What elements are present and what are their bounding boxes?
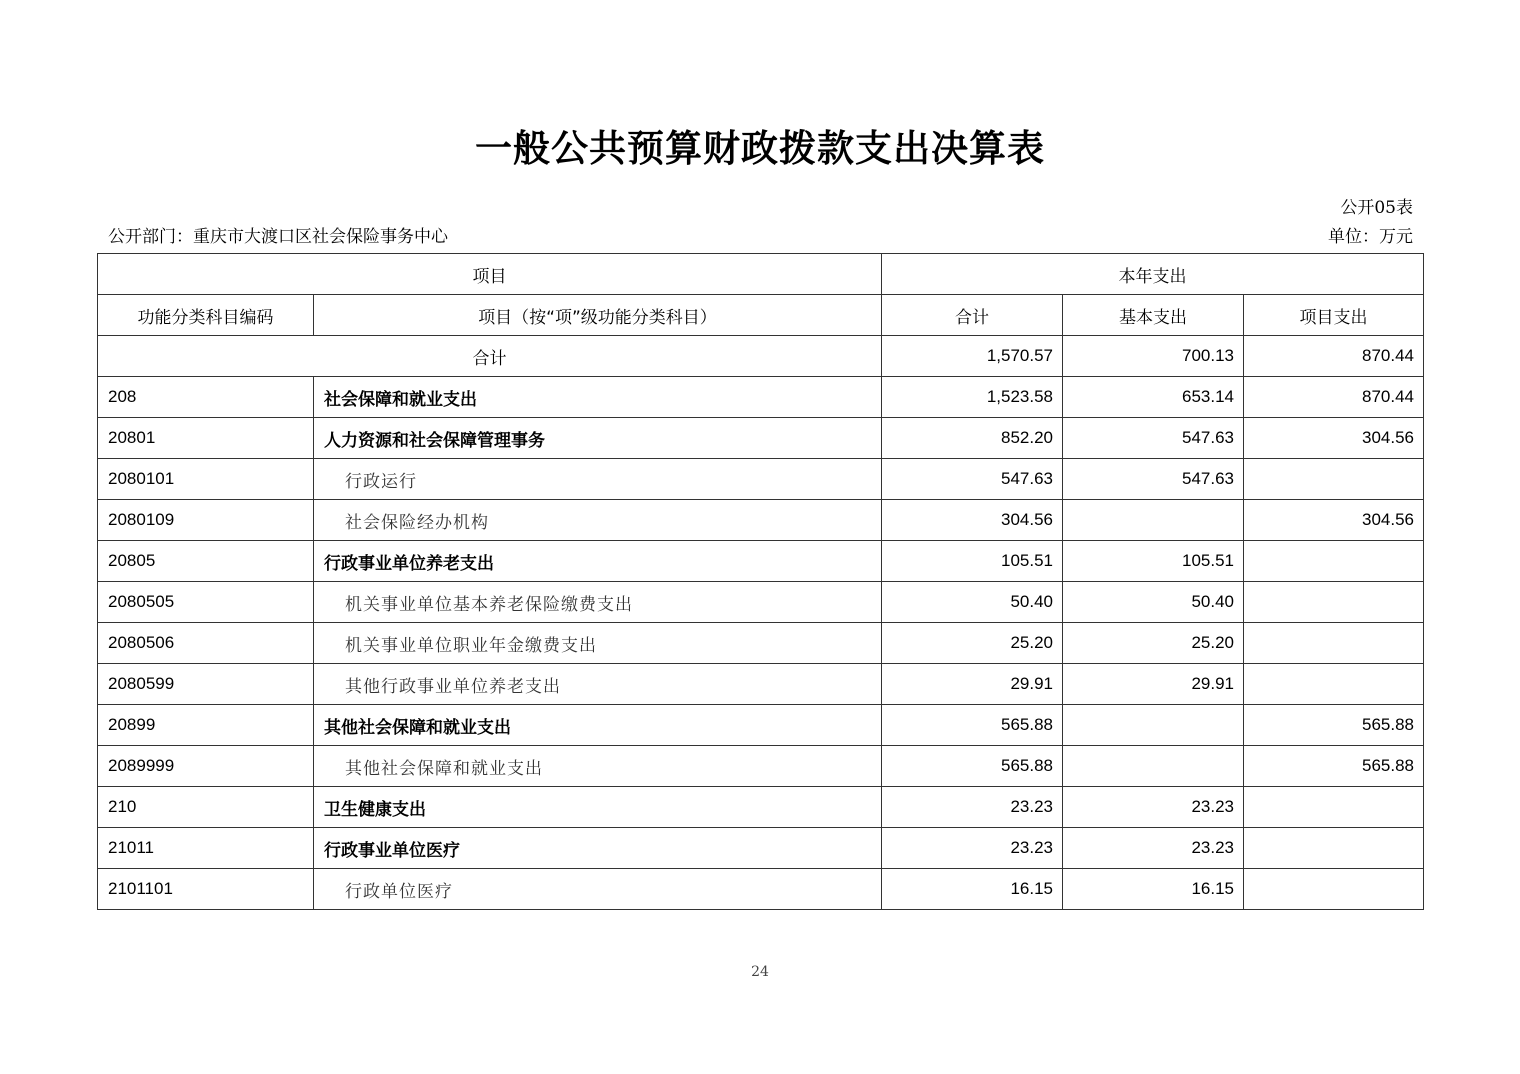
form-number: 公开05表 — [1340, 198, 1413, 218]
row-name: 卫生健康支出 — [314, 787, 882, 828]
row-code: 208 — [98, 377, 314, 418]
row-total: 50.40 — [882, 582, 1063, 623]
header-current-year: 本年支出 — [882, 254, 1424, 295]
header-row-2 — [98, 295, 1424, 336]
row-code: 2080506 — [98, 623, 314, 664]
row-total: 16.15 — [882, 869, 1063, 910]
table-row — [98, 828, 1424, 869]
row-name: 行政运行 — [314, 459, 882, 500]
row-total: 105.51 — [882, 541, 1063, 582]
table-row — [98, 377, 1424, 418]
row-code: 20801 — [98, 418, 314, 459]
total-project: 870.44 — [1244, 336, 1424, 377]
row-project — [1244, 869, 1424, 910]
row-basic: 16.15 — [1063, 869, 1244, 910]
row-code: 20899 — [98, 705, 314, 746]
row-total: 25.20 — [882, 623, 1063, 664]
row-project — [1244, 787, 1424, 828]
row-code: 2080109 — [98, 500, 314, 541]
table-row — [98, 869, 1424, 910]
department-label: 公开部门：重庆市大渡口区社会保险事务中心 — [108, 227, 448, 247]
row-project — [1244, 623, 1424, 664]
row-basic: 653.14 — [1063, 377, 1244, 418]
row-name: 行政单位医疗 — [314, 869, 882, 910]
row-basic — [1063, 500, 1244, 541]
header-project: 项目支出 — [1244, 295, 1424, 336]
row-total: 852.20 — [882, 418, 1063, 459]
header-code: 功能分类科目编码 — [98, 295, 314, 336]
total-basic: 700.13 — [1063, 336, 1244, 377]
row-name: 人力资源和社会保障管理事务 — [314, 418, 882, 459]
row-project: 565.88 — [1244, 705, 1424, 746]
row-basic: 23.23 — [1063, 828, 1244, 869]
table-row — [98, 459, 1424, 500]
table-row — [98, 418, 1424, 459]
expenditure-table — [97, 253, 1424, 910]
row-code: 210 — [98, 787, 314, 828]
row-code: 21011 — [98, 828, 314, 869]
row-name: 社会保险经办机构 — [314, 500, 882, 541]
row-name: 行政事业单位医疗 — [314, 828, 882, 869]
row-total: 565.88 — [882, 746, 1063, 787]
row-project: 870.44 — [1244, 377, 1424, 418]
row-basic — [1063, 705, 1244, 746]
header-item: 项目 — [98, 254, 882, 295]
table-row — [98, 787, 1424, 828]
row-total: 23.23 — [882, 828, 1063, 869]
table-row — [98, 541, 1424, 582]
row-basic: 547.63 — [1063, 459, 1244, 500]
header-row-1 — [98, 254, 1424, 295]
row-total: 547.63 — [882, 459, 1063, 500]
row-basic: 29.91 — [1063, 664, 1244, 705]
page-number: 24 — [751, 964, 769, 980]
header-name: 项目（按“项”级功能分类科目） — [314, 295, 882, 336]
header-total: 合计 — [882, 295, 1063, 336]
row-project: 304.56 — [1244, 418, 1424, 459]
row-code: 20805 — [98, 541, 314, 582]
row-project — [1244, 541, 1424, 582]
row-project — [1244, 664, 1424, 705]
row-name: 社会保障和就业支出 — [314, 377, 882, 418]
row-basic: 23.23 — [1063, 787, 1244, 828]
row-project: 304.56 — [1244, 500, 1424, 541]
row-project — [1244, 459, 1424, 500]
row-code: 2080599 — [98, 664, 314, 705]
row-project — [1244, 828, 1424, 869]
row-code: 2101101 — [98, 869, 314, 910]
row-name: 行政事业单位养老支出 — [314, 541, 882, 582]
row-total: 1,523.58 — [882, 377, 1063, 418]
table-row — [98, 500, 1424, 541]
row-total: 304.56 — [882, 500, 1063, 541]
row-project: 565.88 — [1244, 746, 1424, 787]
total-total: 1,570.57 — [882, 336, 1063, 377]
unit-label: 单位：万元 — [1328, 227, 1413, 247]
row-basic: 105.51 — [1063, 541, 1244, 582]
row-total: 29.91 — [882, 664, 1063, 705]
row-basic: 25.20 — [1063, 623, 1244, 664]
row-name: 其他行政事业单位养老支出 — [314, 664, 882, 705]
table-row — [98, 664, 1424, 705]
row-code: 2089999 — [98, 746, 314, 787]
table-row — [98, 582, 1424, 623]
row-code: 2080505 — [98, 582, 314, 623]
table-row — [98, 746, 1424, 787]
table-row — [98, 623, 1424, 664]
row-total: 565.88 — [882, 705, 1063, 746]
total-row — [98, 336, 1424, 377]
row-name: 其他社会保障和就业支出 — [314, 705, 882, 746]
row-basic: 547.63 — [1063, 418, 1244, 459]
row-total: 23.23 — [882, 787, 1063, 828]
document-title: 一般公共预算财政拨款支出决算表 — [475, 127, 1045, 170]
row-name: 机关事业单位基本养老保险缴费支出 — [314, 582, 882, 623]
table-row — [98, 705, 1424, 746]
row-project — [1244, 582, 1424, 623]
row-basic: 50.40 — [1063, 582, 1244, 623]
header-basic: 基本支出 — [1063, 295, 1244, 336]
row-name: 其他社会保障和就业支出 — [314, 746, 882, 787]
row-name: 机关事业单位职业年金缴费支出 — [314, 623, 882, 664]
total-label: 合计 — [98, 336, 882, 377]
row-basic — [1063, 746, 1244, 787]
row-code: 2080101 — [98, 459, 314, 500]
